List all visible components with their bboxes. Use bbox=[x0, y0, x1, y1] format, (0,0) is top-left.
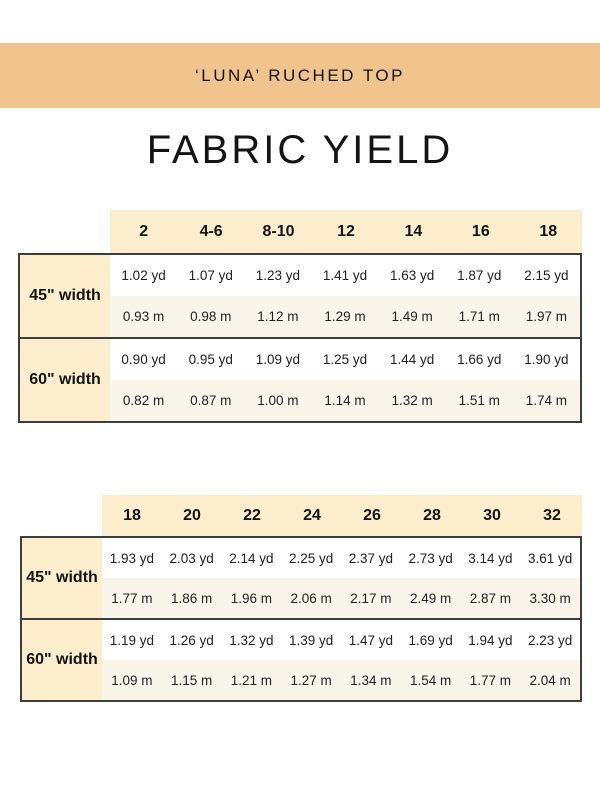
size-header: 20 bbox=[162, 495, 222, 536]
yield-cell: 1.71 m bbox=[458, 309, 500, 324]
yield-cell: 1.00 m bbox=[257, 393, 299, 408]
yield-cell: 1.34 m bbox=[350, 672, 392, 688]
yield-cell: 2.37 yd bbox=[348, 550, 394, 566]
yield-cell: 1.63 yd bbox=[389, 268, 435, 283]
yield-cell: 1.87 yd bbox=[457, 268, 502, 283]
width-label: 60" width bbox=[20, 339, 110, 421]
yield-cell: 1.02 yd bbox=[121, 268, 166, 283]
yards-row bbox=[102, 538, 580, 578]
yield-cell: 1.90 yd bbox=[524, 352, 569, 367]
yield-cell: 1.21 m bbox=[230, 672, 273, 688]
yield-cell: 1.14 m bbox=[324, 393, 366, 408]
yield-cell: 2.06 m bbox=[290, 590, 332, 606]
yield-cell: 1.49 m bbox=[391, 309, 433, 324]
corner-spacer bbox=[18, 210, 110, 253]
size-header: 16 bbox=[447, 210, 514, 253]
size-header: 18 bbox=[102, 495, 162, 536]
yield-cell: 1.96 m bbox=[230, 590, 273, 606]
size-header: 22 bbox=[222, 495, 282, 536]
yield-cell: 2.23 yd bbox=[527, 632, 573, 648]
yield-cell: 3.61 yd bbox=[527, 550, 573, 566]
size-header: 30 bbox=[462, 495, 522, 536]
width-section bbox=[20, 337, 580, 421]
yield-cell: 1.94 yd bbox=[468, 632, 513, 648]
yield-cell: 3.30 m bbox=[529, 590, 571, 606]
size-header: 24 bbox=[282, 495, 342, 536]
yield-cell: 2.25 yd bbox=[288, 550, 334, 566]
table-body bbox=[18, 253, 582, 423]
yards-row bbox=[102, 620, 580, 660]
size-header: 28 bbox=[402, 495, 462, 536]
size-header: 14 bbox=[380, 210, 447, 253]
yield-cell: 1.66 yd bbox=[457, 352, 502, 367]
meters-row bbox=[102, 578, 580, 618]
yards-row bbox=[110, 255, 580, 296]
yield-cell: 1.27 m bbox=[290, 672, 332, 688]
fabric-yield-table-sizes-18-32 bbox=[20, 495, 582, 702]
value-rows bbox=[102, 538, 580, 618]
yield-cell: 1.74 m bbox=[525, 393, 568, 408]
yield-cell: 0.90 yd bbox=[121, 352, 166, 367]
yards-row bbox=[110, 339, 580, 380]
meters-row bbox=[110, 296, 580, 337]
yield-cell: 1.69 yd bbox=[408, 632, 453, 648]
yield-cell: 1.23 yd bbox=[255, 268, 300, 283]
meters-row bbox=[102, 660, 580, 700]
yield-cell: 1.25 yd bbox=[322, 352, 368, 367]
yield-cell: 1.47 yd bbox=[348, 632, 394, 648]
yield-cell: 1.93 yd bbox=[109, 550, 155, 566]
yield-cell: 1.07 yd bbox=[188, 268, 233, 283]
yield-cell: 1.51 m bbox=[458, 393, 500, 408]
width-label: 60" width bbox=[22, 620, 102, 700]
width-section bbox=[20, 255, 580, 337]
yield-cell: 2.49 m bbox=[409, 590, 452, 606]
size-header: 12 bbox=[312, 210, 379, 253]
yield-cell: 1.32 m bbox=[391, 393, 433, 408]
value-rows bbox=[110, 255, 580, 337]
yield-cell: 1.26 yd bbox=[169, 632, 214, 648]
yield-cell: 1.54 m bbox=[409, 672, 452, 688]
page-title: FABRIC YIELD bbox=[146, 127, 454, 172]
fabric-yield-table-sizes-2-18 bbox=[18, 210, 582, 423]
yield-cell: 1.09 m bbox=[111, 672, 153, 688]
width-section bbox=[22, 618, 580, 700]
yield-cell: 2.04 m bbox=[529, 672, 571, 688]
yield-cell: 2.14 yd bbox=[229, 550, 274, 566]
yield-cell: 1.77 m bbox=[111, 590, 153, 606]
value-rows bbox=[110, 339, 580, 421]
size-header: 8-10 bbox=[245, 210, 312, 253]
yield-cell: 2.03 yd bbox=[169, 550, 214, 566]
width-section bbox=[22, 538, 580, 618]
yield-cell: 1.19 yd bbox=[109, 632, 155, 648]
size-header-row bbox=[18, 210, 582, 253]
size-header: 4-6 bbox=[177, 210, 244, 253]
meters-row bbox=[110, 380, 580, 421]
yield-cell: 2.15 yd bbox=[524, 268, 569, 283]
width-label: 45" width bbox=[22, 538, 102, 618]
yield-cell: 1.32 yd bbox=[229, 632, 274, 648]
yield-cell: 1.44 yd bbox=[389, 352, 435, 367]
yield-cell: 1.41 yd bbox=[322, 268, 368, 283]
yield-cell: 0.98 m bbox=[190, 309, 232, 324]
size-header: 32 bbox=[522, 495, 582, 536]
yield-cell: 1.09 yd bbox=[255, 352, 300, 367]
pattern-name-banner bbox=[0, 43, 600, 108]
yield-cell: 1.86 m bbox=[170, 590, 213, 606]
width-label: 45" width bbox=[20, 255, 110, 337]
yield-cell: 1.77 m bbox=[469, 672, 512, 688]
pattern-name: ‘LUNA’ RUCHED TOP bbox=[194, 65, 405, 85]
yield-cell: 1.12 m bbox=[257, 309, 299, 324]
yield-cell: 0.93 m bbox=[122, 309, 165, 324]
yield-cell: 1.15 m bbox=[170, 672, 213, 688]
yield-cell: 1.97 m bbox=[525, 309, 568, 324]
size-header: 26 bbox=[342, 495, 402, 536]
size-header: 18 bbox=[515, 210, 582, 253]
table-body bbox=[20, 536, 582, 702]
yield-cell: 1.39 yd bbox=[288, 632, 334, 648]
yield-cell: 3.14 yd bbox=[468, 550, 513, 566]
yield-cell: 2.73 yd bbox=[408, 550, 453, 566]
yield-cell: 0.95 yd bbox=[188, 352, 233, 367]
value-rows bbox=[102, 620, 580, 700]
size-header-row bbox=[20, 495, 582, 536]
corner-spacer bbox=[20, 495, 102, 536]
yield-cell: 1.29 m bbox=[324, 309, 366, 324]
yield-cell: 0.82 m bbox=[122, 393, 165, 408]
yield-cell: 2.17 m bbox=[350, 590, 392, 606]
yield-cell: 2.87 m bbox=[469, 590, 512, 606]
yield-cell: 0.87 m bbox=[190, 393, 232, 408]
size-header: 2 bbox=[110, 210, 177, 253]
